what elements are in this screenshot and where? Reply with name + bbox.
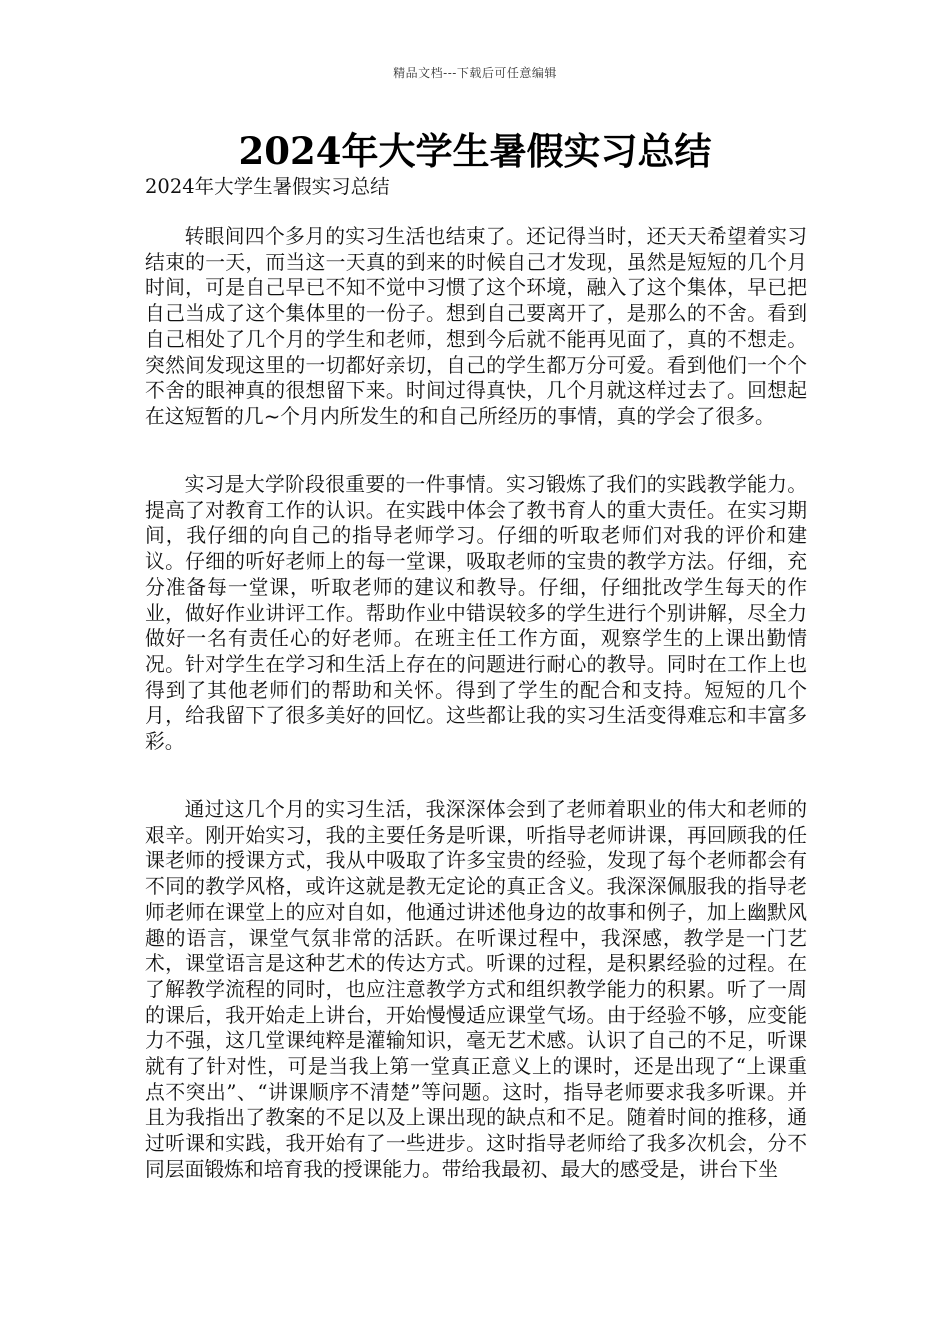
paragraph: 通过这几个月的实习生活，我深深体会到了老师着职业的伟大和老师的艰辛。刚开始实习，我的主要任务是听课，听指导老师讲课，再回顾我的任课老师的授课方式，我从中吸取了许多宝贵的经验，发现了每个老师都会有不同的教学风格，或许这就是教无定论的真正含义。我深深佩服我的指导老师老师在课堂上的应对自如，他通过讲述他身边的故事和例子，加上幽默风趣的语言，课堂气氛非常的活跃。在听课过程中，我深感，教学是一门艺术，课堂语言是这种艺术的传达方式。听课的过程，是积累经验的过程。在了解教学流程的同时，也应注意教学方式和组织教学能力的积累。听了一周的课后，我开始走上讲台，开始慢慢适应课堂气场。由于经验不够，应变能力不强，这几堂课纯粹是灌输知识，毫无艺术感。认识了自己的不足，听课就有了针对性，可是当我上第一堂真正意义上的课时，还是出现了“上课重点不突出”、“讲课顺序不清楚”等问题。这时，指导老师要求我多听课。并且为我指出了教案的不足以及上课出现的缺点和不足。随着时间的推移，通过听课和实践，我开始有了一些进步。这时指导老师给了我多次机会，分不同层面锻炼和培育我的授课能力。带给我最初、最大的感受是，讲台下坐 xyxy=(145,798,807,1181)
paragraph: 转眼间四个多月的实习生活也结束了。还记得当时，还天天希望着实习结束的一天，而当这一天真的到来的时候自己才发现，虽然是短短的几个月时间，可是自己早已不知不觉中习惯了这个环境，融入了这个集体，早已把自己当成了这个集体里的一份子。想到自己要离开了，是那么的不舍。看到自己相处了几个月的学生和老师，想到今后就不能再见面了，真的不想走。突然间发现这里的一切都好亲切，自己的学生都万分可爱。看到他们一个个不舍的眼神真的很想留下来。时间过得真快，几个月就这样过去了。回想起在这短暂的几~个月内所发生的和自己所经历的事情，真的学会了很多。 xyxy=(145,225,807,428)
document-title: 2024年大学生暑假实习总结 xyxy=(238,129,712,173)
paragraph-2-block xyxy=(145,472,807,755)
page-header: 精品文档---下载后可任意编辑 xyxy=(393,66,557,80)
paragraph-1-block xyxy=(145,224,807,430)
paragraph-3-block xyxy=(145,797,807,1183)
document-subtitle: 2024年大学生暑假实习总结 xyxy=(145,175,390,198)
paragraph: 实习是大学阶段很重要的一件事情。实习锻炼了我们的实践教学能力。提高了对教育工作的认识。在实践中体会了教书育人的重大责任。在实习期间，我仔细的向自己的指导老师学习。仔细的听取老师们对我的评价和建议。仔细的听好老师上的每一堂课，吸取老师的宝贵的教学方法。仔细，充分准备每一堂课，听取老师的建议和教导。仔细，仔细批改学生每天的作业，做好作业讲评工作。帮助作业中错误较多的学生进行个别讲解，尽全力做好一名有责任心的好老师。在班主任工作方面，观察学生的上课出勤情况。针对学生在学习和生活上存在的问题进行耐心的教导。同时在工作上也得到了其他老师们的帮助和关怀。得到了学生的配合和支持。短短的几个月，给我留下了很多美好的回忆。这些都让我的实习生活变得难忘和丰富多彩。 xyxy=(145,473,807,754)
